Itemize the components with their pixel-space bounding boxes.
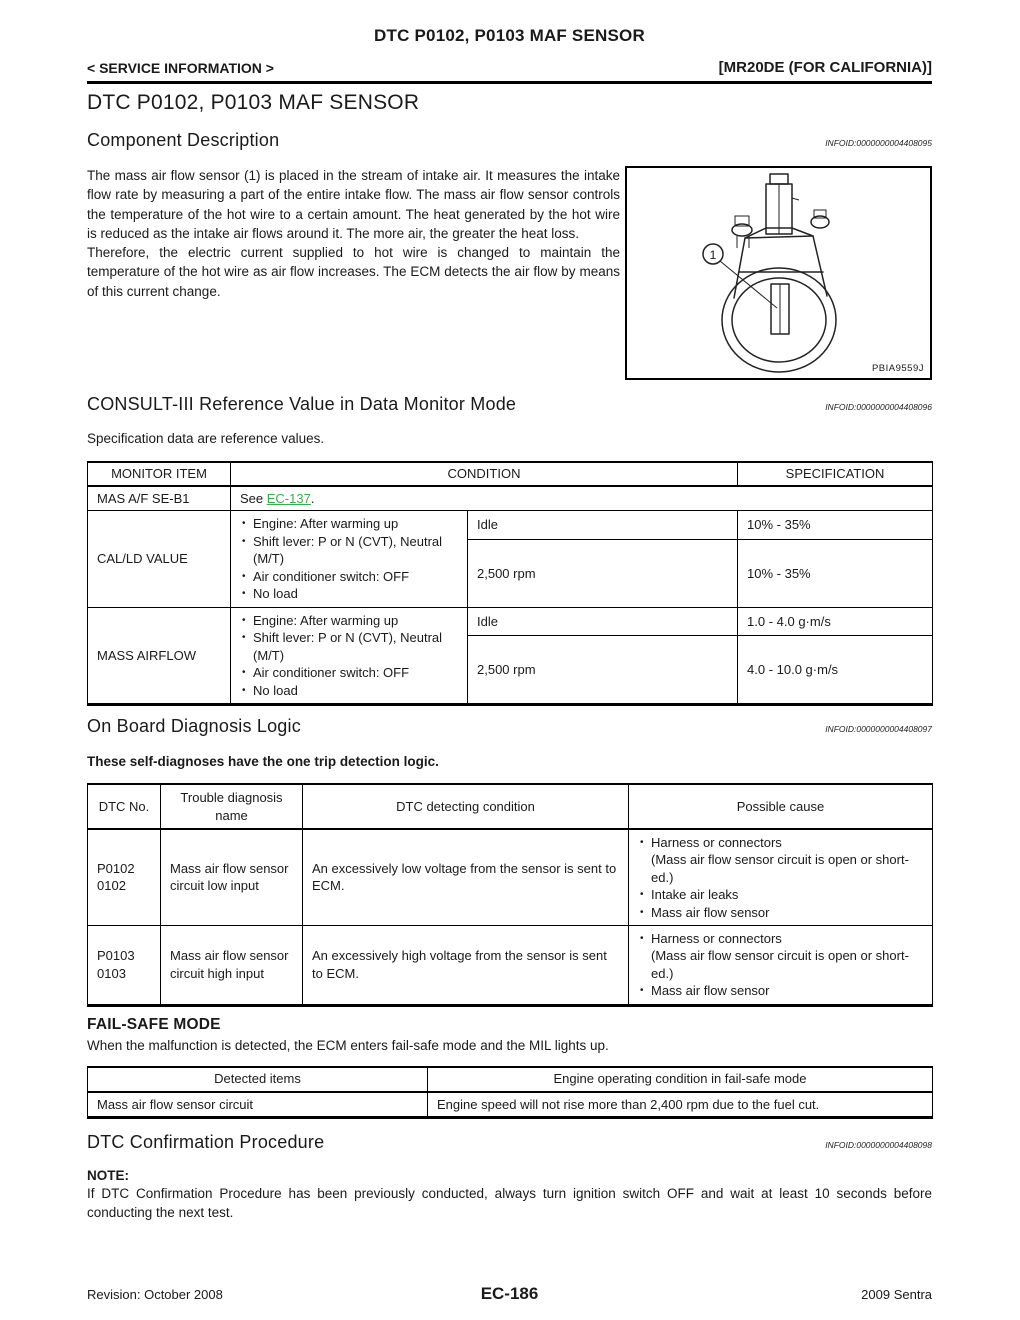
ec-137-link[interactable]: EC-137 (266, 490, 311, 506)
maf-sensor-figure (625, 166, 932, 380)
table-row-mas (88, 486, 933, 511)
monitor-item-cal: CAL/LD VALUE (88, 511, 231, 608)
mass-conditions-cell (231, 607, 468, 705)
table-row-failsafe (88, 1092, 933, 1118)
failsafe-heading: FAIL-SAFE MODE (87, 1015, 221, 1033)
cause-bullet: • Mass air flow sensor (638, 982, 923, 1000)
col-header-failsafe-condition: Engine operating condition in fail-safe mode (428, 1067, 933, 1092)
col-header-detecting-condition: DTC detecting condition (303, 784, 629, 829)
component-description-para2: Therefore, the electric current supplied to hot wire is changed to maintain the temperature of the hot wire as air flow increases. The ECM detects the air flow by means of this current change. (87, 245, 620, 299)
confirmation-heading: DTC Confirmation Procedure (87, 1132, 325, 1152)
failsafe-condition-cell: Engine speed will not rise more than 2,400 rpm due to the fuel cut. (428, 1092, 933, 1118)
period-text: . (310, 490, 315, 506)
table-row-mass-idle (88, 607, 933, 636)
cause-bullet: • Mass air flow sensor (638, 904, 923, 922)
running-header-row (87, 59, 932, 76)
trouble-name-p0102: Mass air flow sensor circuit low input (161, 829, 303, 925)
component-description-para1: The mass air flow sensor (1) is placed in the stream of intake air. It measures the intake flow rate by measuring a part of the entire intake flow. The mass air flow sensor controls the temperature of the hot wire to a certain amount. The heat generated by the hot wire is reduced as the intake air flows around it. The more air, the greater the heat loss. (87, 168, 620, 241)
cause-sub: (Mass air flow sensor circuit is open or short-ed.) (651, 852, 909, 885)
footer-revision: Revision: October 2008 (87, 1287, 223, 1302)
component-description-text (87, 166, 620, 380)
footer-page-number: EC-186 (480, 1284, 539, 1303)
detecting-condition-p0103: An excessively high voltage from the sensor is sent to ECM. (303, 925, 629, 1005)
condition-bullet: • No load (240, 585, 458, 603)
cal-idle-label: Idle (468, 511, 738, 540)
infoid-confirmation: INFOID:0000000004408098 (825, 1140, 932, 1150)
col-header-specification: SPECIFICATION (738, 462, 933, 486)
mass-idle-label: Idle (468, 607, 738, 636)
service-information-label: < SERVICE INFORMATION > (87, 60, 274, 76)
cause-bullet: • Harness or connectors (638, 834, 923, 852)
component-description-body (87, 166, 932, 380)
cal-conditions-cell (231, 511, 468, 608)
see-text: See (240, 490, 267, 506)
condition-bullet: • Engine: After warming up (240, 515, 458, 533)
note-text: If DTC Confirmation Procedure has been previously conducted, always turn ignition switch OFF and wait at least 10 seconds before conducting the next test. (87, 1186, 932, 1221)
note-label: NOTE: (87, 1168, 129, 1183)
mas-condition-cell (231, 486, 933, 511)
cause-bullet: • Harness or connectors (638, 930, 923, 948)
section-component-description-head (87, 130, 932, 151)
consult-heading: CONSULT-III Reference Value in Data Monitor Mode (87, 394, 517, 414)
running-header-title: DTC P0102, P0103 MAF SENSOR (374, 26, 645, 45)
condition-bullet: • Shift lever: P or N (CVT), Neutral (M/T) (240, 629, 458, 664)
dtc-code: P0102 (97, 860, 135, 876)
page-footer (87, 1284, 932, 1304)
cause-bullet: • Intake air leaks (638, 886, 923, 904)
condition-bullet: • Air conditioner switch: OFF (240, 568, 458, 586)
mass-rpm-label: 2,500 rpm (468, 636, 738, 705)
section-consult-head (87, 394, 932, 415)
dtc-number-p0103 (88, 925, 161, 1005)
table-row-p0102 (88, 829, 933, 925)
section-confirmation-head (87, 1132, 932, 1153)
one-trip-note: These self-diagnoses have the one trip detection logic. (87, 754, 439, 769)
cal-idle-spec: 10% - 35% (738, 511, 933, 540)
consult-intro: Specification data are reference values. (87, 431, 325, 446)
page-title: DTC P0102, P0103 MAF SENSOR (87, 91, 420, 114)
monitor-item-mas: MAS A/F SE-B1 (88, 486, 231, 511)
cause-sub: (Mass air flow sensor circuit is open or short-ed.) (651, 948, 909, 981)
trouble-name-p0103: Mass air flow sensor circuit high input (161, 925, 303, 1005)
col-header-condition: CONDITION (231, 462, 738, 486)
possible-cause-p0102 (629, 829, 933, 925)
col-header-detected-items: Detected items (88, 1067, 428, 1092)
mass-idle-spec: 1.0 - 4.0 g·m/s (738, 607, 933, 636)
component-description-heading: Component Description (87, 130, 280, 150)
callout-number: 1 (709, 248, 717, 262)
infoid-obd: INFOID:0000000004408097 (825, 724, 932, 734)
dtc-code: P0103 (97, 948, 135, 963)
dtc-code-alt: 0103 (97, 965, 126, 981)
detecting-condition-p0102: An excessively low voltage from the sensor is sent to ECM. (303, 829, 629, 925)
detected-item-cell: Mass air flow sensor circuit (88, 1092, 428, 1118)
footer-model: 2009 Sentra (861, 1287, 933, 1302)
dtc-number-p0102 (88, 829, 161, 925)
infoid-consult: INFOID:0000000004408096 (825, 402, 932, 412)
table-row-cal-idle (88, 511, 933, 540)
condition-bullet: • Shift lever: P or N (CVT), Neutral (M/T) (240, 533, 458, 568)
condition-bullet: • No load (240, 682, 458, 700)
engine-variant-label: [MR20DE (FOR CALIFORNIA)] (718, 59, 932, 76)
condition-bullet: • Air conditioner switch: OFF (240, 664, 458, 682)
col-header-monitor-item: MONITOR ITEM (88, 462, 231, 486)
dtc-code-alt: 0102 (97, 878, 126, 894)
failsafe-table (87, 1066, 933, 1120)
consult-reference-table (87, 461, 933, 706)
obd-heading: On Board Diagnosis Logic (87, 716, 301, 736)
dtc-table (87, 783, 933, 1007)
section-obd-head (87, 716, 932, 737)
cal-rpm-label: 2,500 rpm (468, 540, 738, 607)
cal-rpm-spec: 10% - 35% (738, 540, 933, 607)
header-rule (87, 81, 932, 84)
col-header-dtc-no: DTC No. (88, 784, 161, 829)
condition-bullet: • Engine: After warming up (240, 612, 458, 630)
col-header-possible-cause: Possible cause (629, 784, 933, 829)
figure-code: PBIA9559J (871, 363, 924, 374)
table-row-p0103 (88, 925, 933, 1005)
failsafe-intro: When the malfunction is detected, the ECM enters fail-safe mode and the MIL lights up. (87, 1037, 609, 1053)
maf-sensor-line-drawing (627, 168, 930, 378)
col-header-trouble-name: Trouble diagnosis name (161, 784, 303, 829)
mass-rpm-spec: 4.0 - 10.0 g·m/s (738, 636, 933, 705)
monitor-item-mass: MASS AIRFLOW (88, 607, 231, 705)
infoid-component-description: INFOID:0000000004408095 (825, 138, 932, 148)
possible-cause-p0103 (629, 925, 933, 1005)
